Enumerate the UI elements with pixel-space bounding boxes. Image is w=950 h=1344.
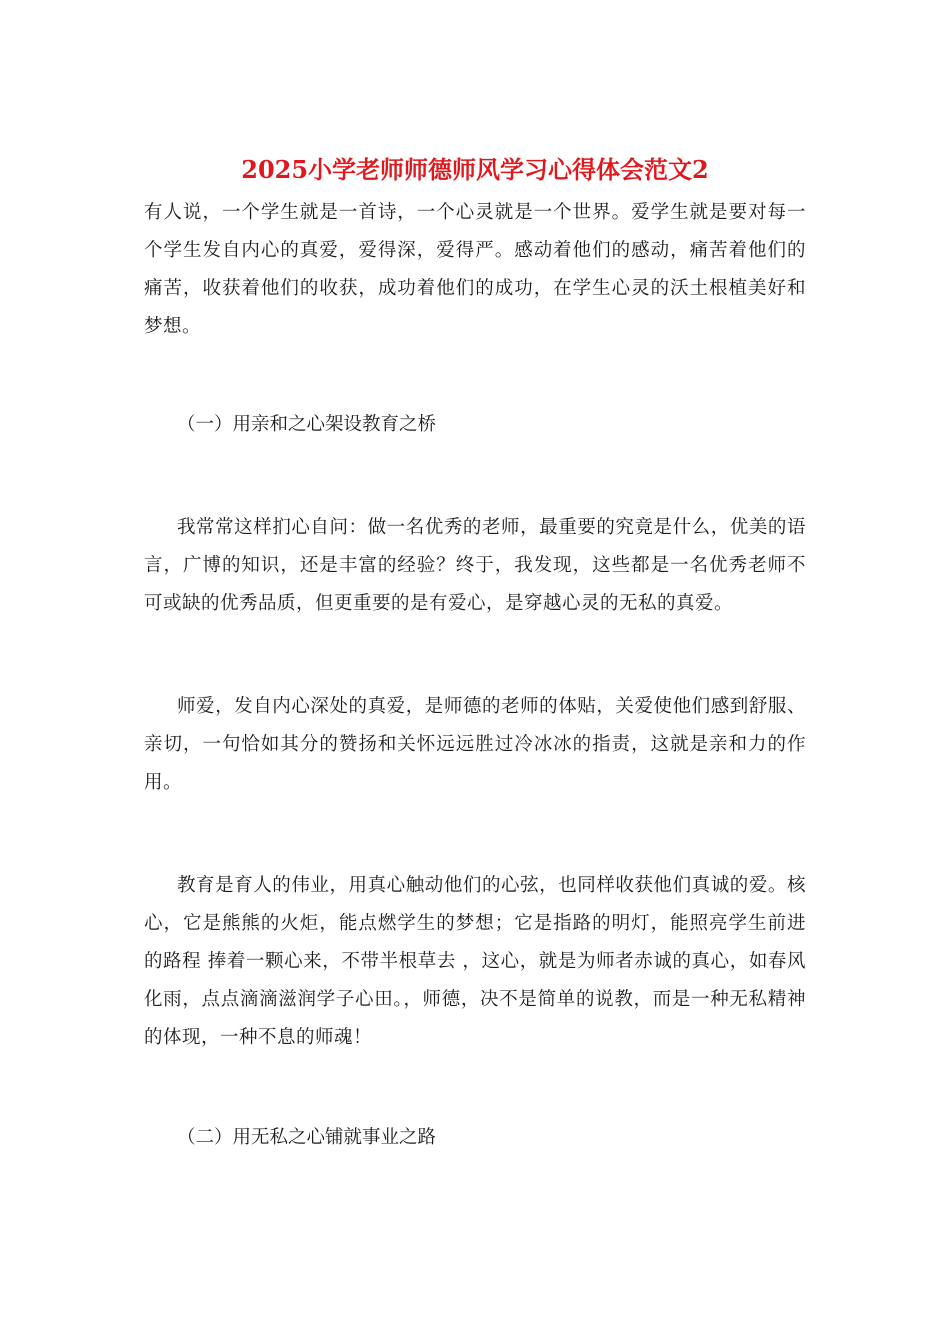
- paragraph-self-reflection: 我常常这样扪心自问：做一名优秀的老师，最重要的究竟是什么，优美的语言，广博的知识，还是丰富的经验？终于，我发现，这些都是一名优秀老师不可或缺的优秀品质，但更重要的是有爱心，是穿越心灵的无私的真爱。: [144, 517, 806, 614]
- paragraph-teacher-love: 师爱，发自内心深处的真爱，是师德的老师的体贴，关爱使他们感到舒服、亲切，一句恰如其分的赞扬和关怀远远胜过冷冰冰的指责，这就是亲和力的作用。: [144, 696, 806, 793]
- document-title: 2025小学老师师德师风学习心得体会范文2: [241, 155, 709, 184]
- paragraph-education-mission: 教育是育人的伟业，用真心触动他们的心弦，也同样收获他们真诚的爱。核心，它是熊熊的火炬，能点燃学生的梦想；它是指路的明灯，能照亮学生前进的路程 捧着一颗心来，不带半根草去 ，这心，就是为师者赤诚的真心，如春风化雨，点点滴滴滋润学子心田。，师德，决不是简单的说教，而是一种无私精神的体现，一种不息的师魂！: [144, 875, 806, 1048]
- paragraph-intro: 有人说，一个学生就是一首诗，一个心灵就是一个世界。爱学生就是要对每一个学生发自内心的真爱，爱得深，爱得严。感动着他们的感动，痛苦着他们的痛苦，收获着他们的收获，成功着他们的成功，在学生心灵的沃土根植美好和梦想。: [144, 202, 806, 337]
- section-heading-1: （一）用亲和之心架设教育之桥: [177, 414, 437, 435]
- section-heading-2: （二）用无私之心铺就事业之路: [177, 1127, 437, 1148]
